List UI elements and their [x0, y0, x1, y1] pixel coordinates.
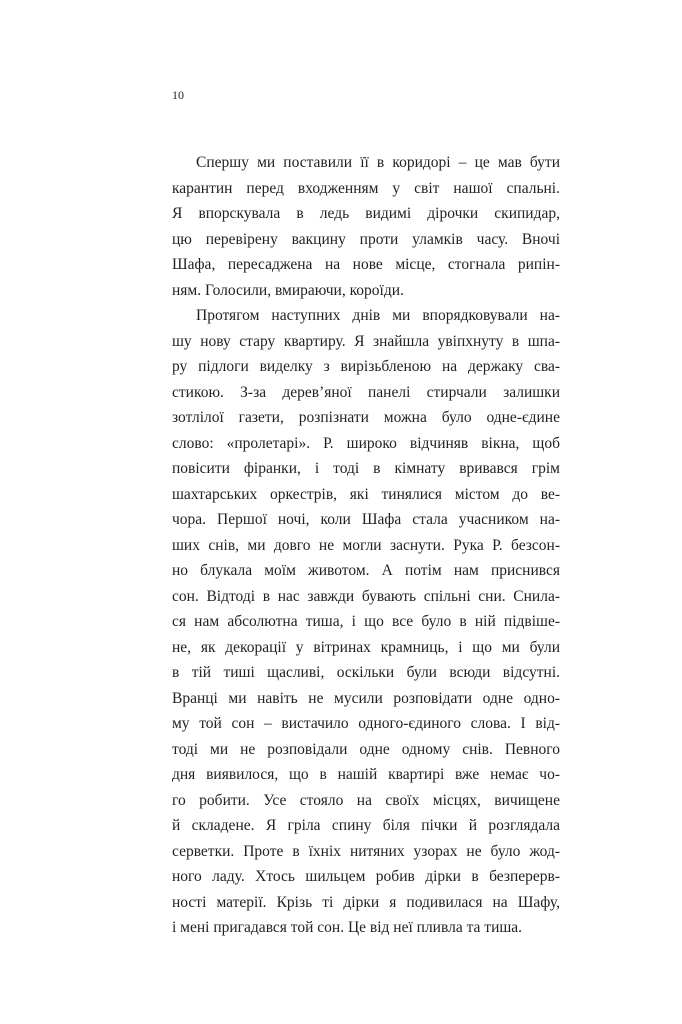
text-line: серветки. Проте в їхніх нитяних узорах не було жод- [172, 842, 560, 860]
text-line: чора. Першої ночі, коли Шафа стала учасником на- [172, 511, 560, 528]
text-line: карантин перед входженням у світ нашої спальні. [172, 179, 560, 197]
text-line: тоді ми не розповідали одне одному снів. Певного [172, 740, 560, 758]
text-line: шу нову стару квартиру. Я знайшла увіпхнуту в шпа- [172, 332, 560, 350]
text-line: й складене. Я гріла спину біля пічки й розглядала [172, 817, 560, 834]
text-line: му той сон – вистачило одного-єдиного слова. І від- [172, 715, 560, 732]
text-line: сон. Відтоді в нас завжди бувають спільні сни. Снила- [172, 587, 560, 605]
text-line: ся нам абсолютна тиша, і що все було в ній підвіше- [172, 613, 560, 630]
text-line: ного ладу. Хтось шильцем робив дірки в безперерв- [172, 868, 560, 885]
text-line: Спершу ми поставили її в коридорі – це мав бути [196, 154, 560, 171]
text-line: шахтарських оркестрів, які тинялися містом до ве- [172, 485, 560, 503]
text-line: но блукала моїм животом. А потім нам приснився [172, 562, 560, 579]
text-line: цю перевірену вакцину проти уламків часу. Вночі [172, 230, 560, 248]
body-text [172, 150, 560, 941]
text-line: Протягом наступних днів ми впорядковували на- [196, 307, 560, 324]
paragraph [172, 150, 560, 303]
text-line: ших снів, ми довго не могли заснути. Рука Р. безсон- [172, 536, 560, 554]
text-line: Вранці ми навіть не мусили розповідати одне одно- [172, 689, 560, 707]
text-line: зотлілої газети, розпізнати можна було одне-єдине [172, 409, 560, 426]
text-line: слово: «пролетарі». Р. широко відчиняв вікна, щоб [172, 434, 560, 452]
text-line: ням. Голосили, вмираючи, короїди. [172, 281, 404, 299]
text-line: Шафа, пересаджена на нове місце, стогнала рипін- [172, 256, 560, 273]
text-line: в тій тиші щасливі, оскільки були всюди відсутні. [172, 664, 560, 681]
text-line: ру підлоги виделку з вирізьбленою на держаку сва- [172, 358, 560, 375]
text-line: ності матерії. Крізь ті дірки я подивилася на Шафу, [172, 893, 560, 911]
text-line: не, як декорації у вітринах крамниць, і що ми були [172, 638, 560, 656]
text-line: стикою. З-за дерев’яної панелі стирчали залишки [172, 383, 560, 401]
text-line: дня виявилося, що в нашій квартирі вже немає чо- [172, 766, 560, 783]
text-line: і мені пригадався той сон. Це від неї пливла та тиша. [172, 919, 523, 936]
page-number: 10 [172, 88, 184, 102]
text-line: повісити фіранки, і тоді в кімнату вривався грім [172, 460, 560, 477]
text-line: Я впорскувала в ледь видимі дірочки скипидар, [172, 205, 560, 222]
paragraph [172, 303, 560, 941]
text-line: го робити. Усе стояло на своїх місцях, вичищене [172, 791, 560, 809]
